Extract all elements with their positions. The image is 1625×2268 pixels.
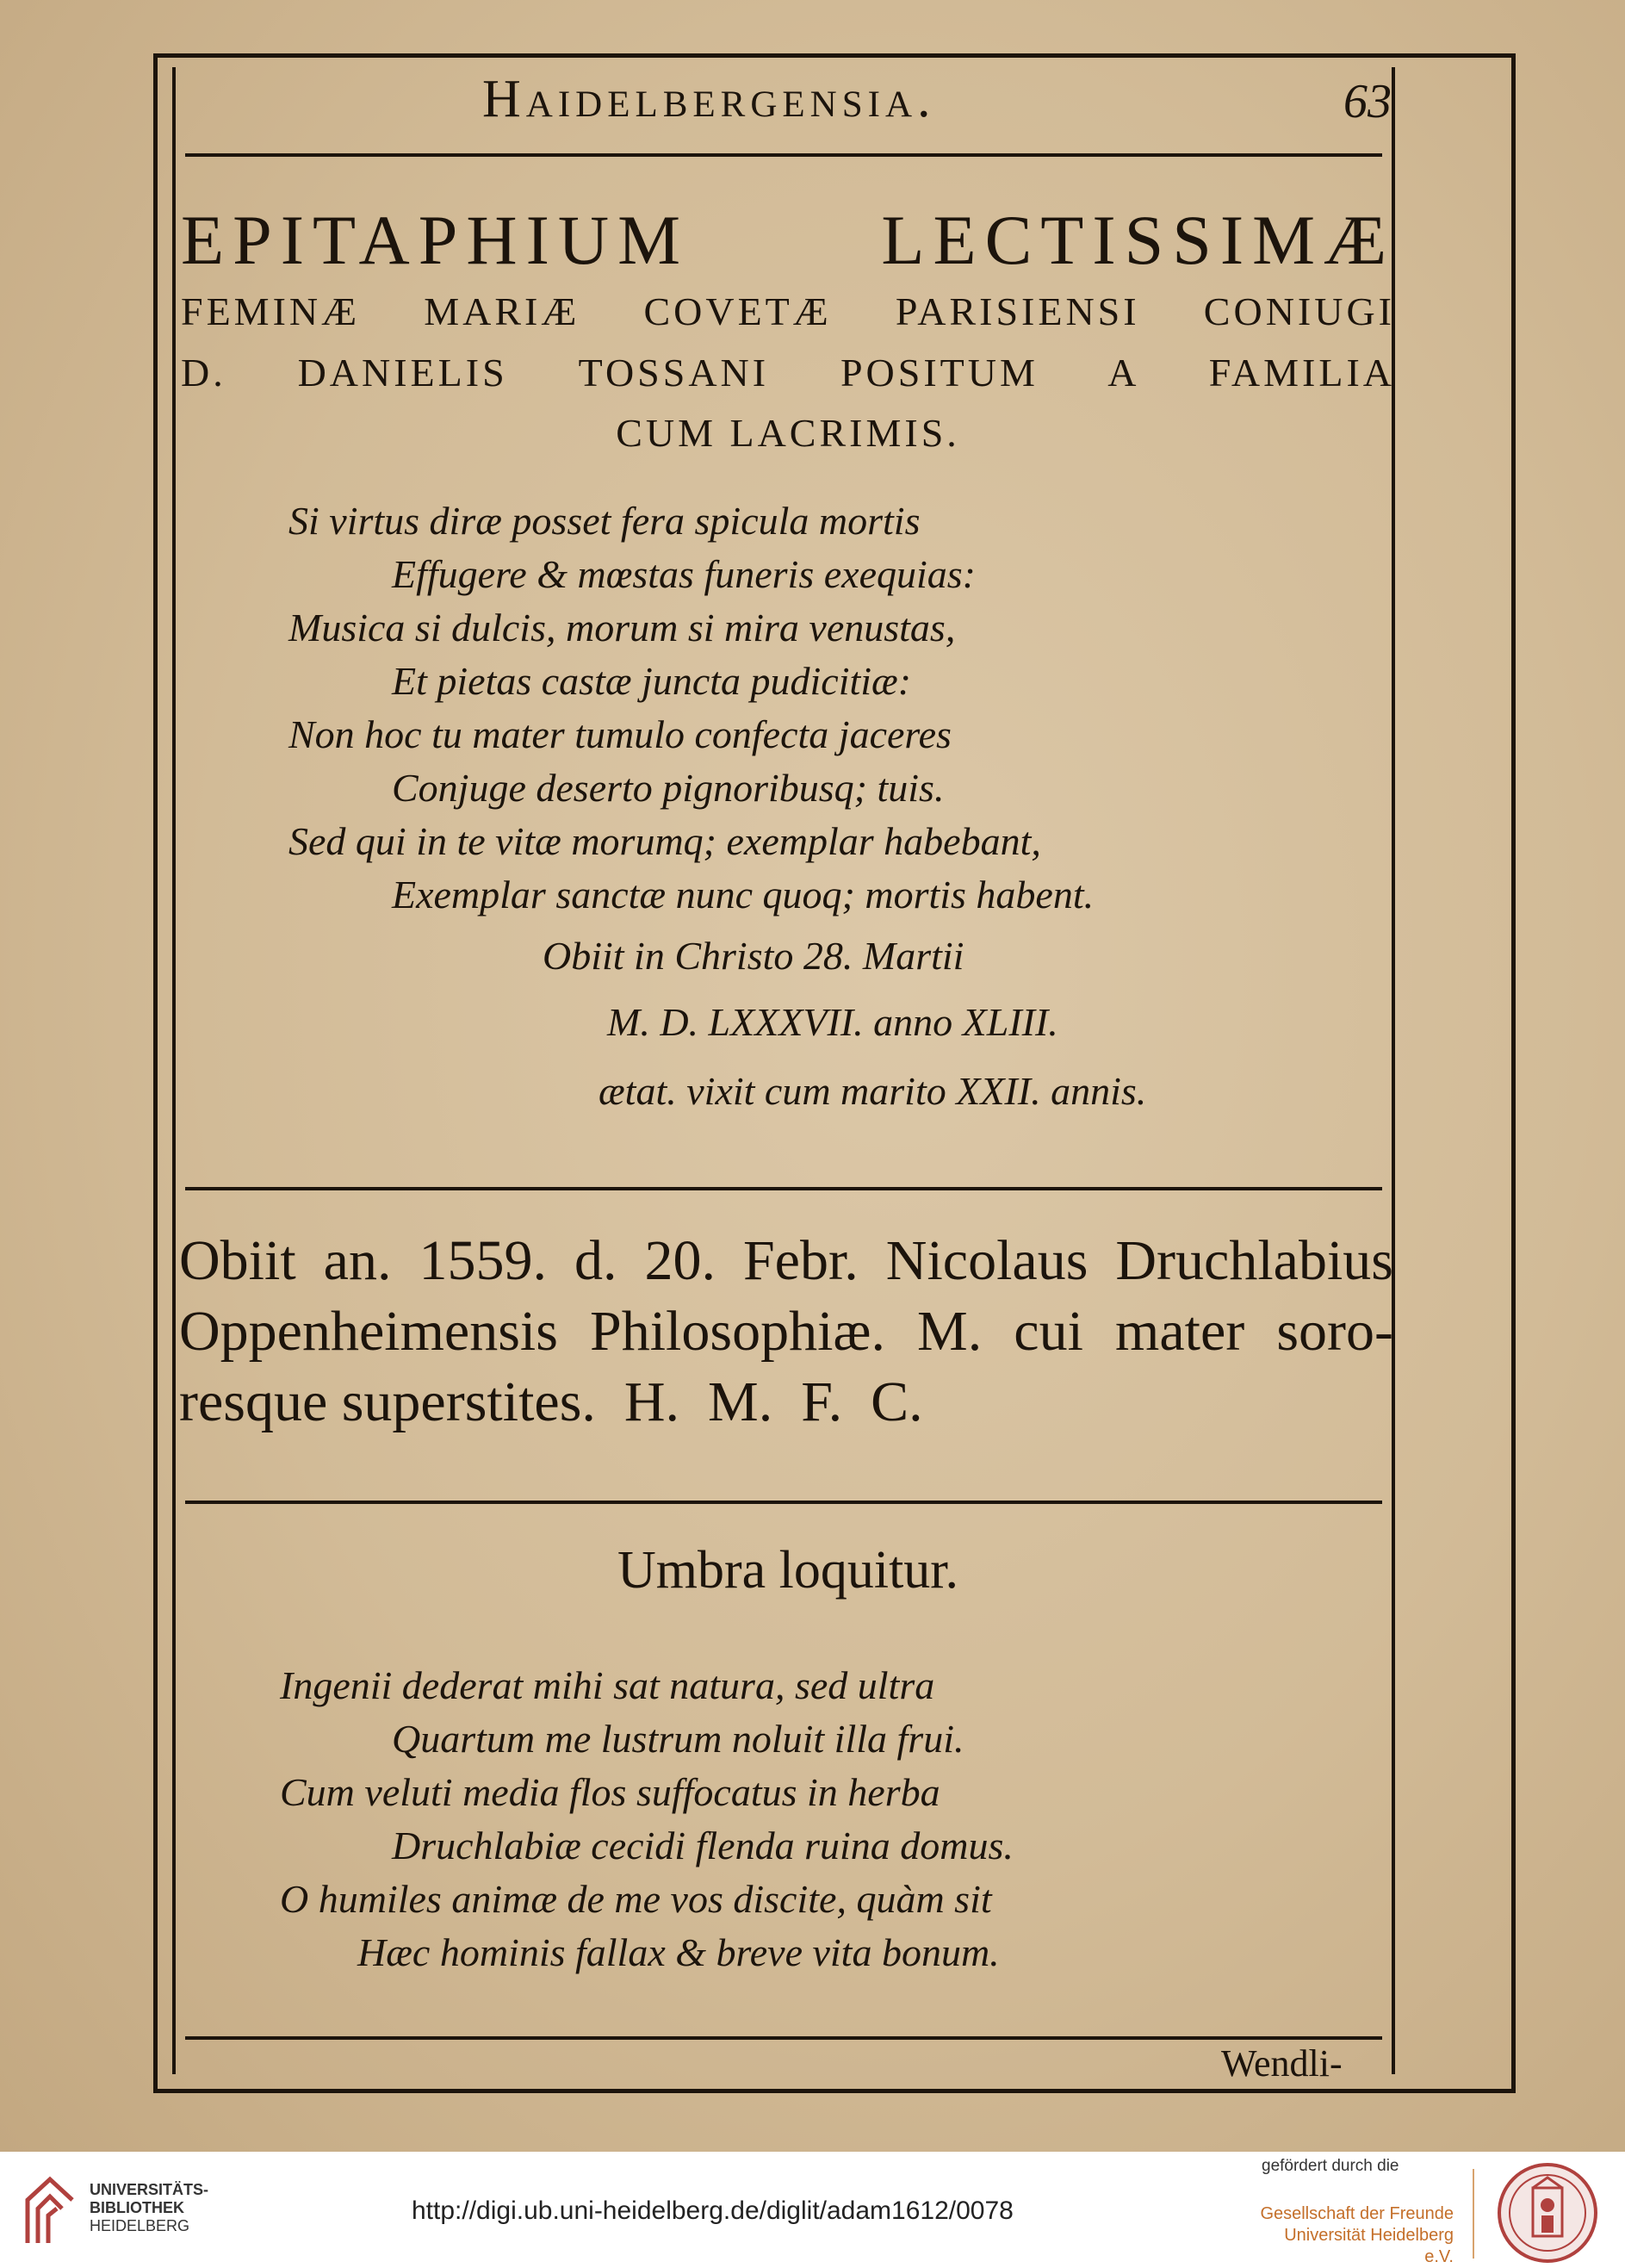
umbra-verse-4: Druchlabiæ cecidi flenda ruina domus. [392, 1824, 1014, 1867]
epitaph-date-line-1: Obiit in Christo 28. Martii [543, 934, 964, 978]
notice-line-2: Oppenheimensis Philosophiæ. M. cui mater soro- [179, 1300, 1393, 1363]
epitaph-title-line-1: EPITAPHIUM LECTISSIMÆ [181, 201, 1395, 279]
university-seal-icon [1497, 2162, 1598, 2264]
epitaph-verse-3: Musica si dulcis, morum si mira venustas, [288, 606, 956, 649]
epitaph-date-line-3: ætat. vixit cum marito XXII. annis. [599, 1069, 1147, 1113]
permalink-url[interactable]: http://digi.ub.uni-heidelberg.de/diglit/adam1612/0078 [412, 2197, 1014, 2225]
umbra-verse-6: Hæc hominis fallax & breve vita bonum. [357, 1930, 1000, 1974]
page-number: 63 [1343, 75, 1392, 128]
epitaph-verse-6: Conjuge deserto pignoribusq; tuis. [392, 766, 945, 810]
notice-line-3: resque superstites. H. M. F. C. [179, 1370, 923, 1433]
epitaph-verse-1: Si virtus diræ posset fera spicula mortis [288, 499, 921, 543]
epitaph-verse-7: Sed qui in te vitæ morumq; exemplar habebant, [288, 819, 1041, 863]
epitaph-verse-2: Effugere & mœstas funeris exequias: [392, 552, 976, 596]
epitaph-title-line-2: FEMINÆ MARIÆ COVETÆ PARISIENSI CONIUGI [181, 289, 1395, 333]
sponsor-label: gefördert durch die [1262, 2157, 1399, 2175]
umbra-verse-1: Ingenii dederat mihi sat natura, sed ultra [280, 1663, 935, 1707]
section-rule-1 [185, 1187, 1382, 1190]
sponsor-society-name: Gesellschaft der Freunde Universität Heidelberg e.V. [1260, 2204, 1454, 2266]
umbra-heading: Umbra loquitur. [617, 1541, 959, 1600]
umbra-verse-5: O humiles animæ de me vos discite, quàm sit [280, 1877, 992, 1921]
umbra-verse-3: Cum veluti media flos suffocatus in herba [280, 1770, 940, 1814]
epitaph-date-line-2: M. D. LXXXVII. anno XLIII. [607, 1000, 1058, 1044]
notice-line-1: Obiit an. 1559. d. 20. Febr. Nicolaus Druchlabius [179, 1229, 1393, 1292]
epitaph-verse-5: Non hoc tu mater tumulo confecta jaceres [288, 712, 952, 756]
bottom-rule [185, 2036, 1382, 2040]
umbra-verse-2: Quartum me lustrum noluit illa frui. [392, 1717, 964, 1761]
running-header-title: Haidelbergensia. [482, 70, 936, 128]
viewer-footer [0, 2152, 1625, 2268]
university-library-name: UNIVERSITÄTS- BIBLIOTHEK HEIDELBERG [90, 2181, 209, 2234]
sponsor-divider [1473, 2169, 1474, 2259]
header-rule [185, 153, 1382, 157]
epitaph-title-line-3: D. DANIELIS TOSSANI POSITUM A FAMILIA [181, 351, 1395, 395]
epitaph-verse-4: Et pietas castæ juncta pudicitiæ: [392, 659, 912, 703]
section-rule-2 [185, 1501, 1382, 1504]
epitaph-verse-8: Exemplar sanctæ nunc quoq; mortis habent. [392, 873, 1095, 917]
epitaph-title-line-4: CUM LACRIMIS. [616, 411, 960, 455]
university-library-logo-icon [22, 2171, 78, 2248]
catchword: Wendli- [1221, 2042, 1343, 2085]
